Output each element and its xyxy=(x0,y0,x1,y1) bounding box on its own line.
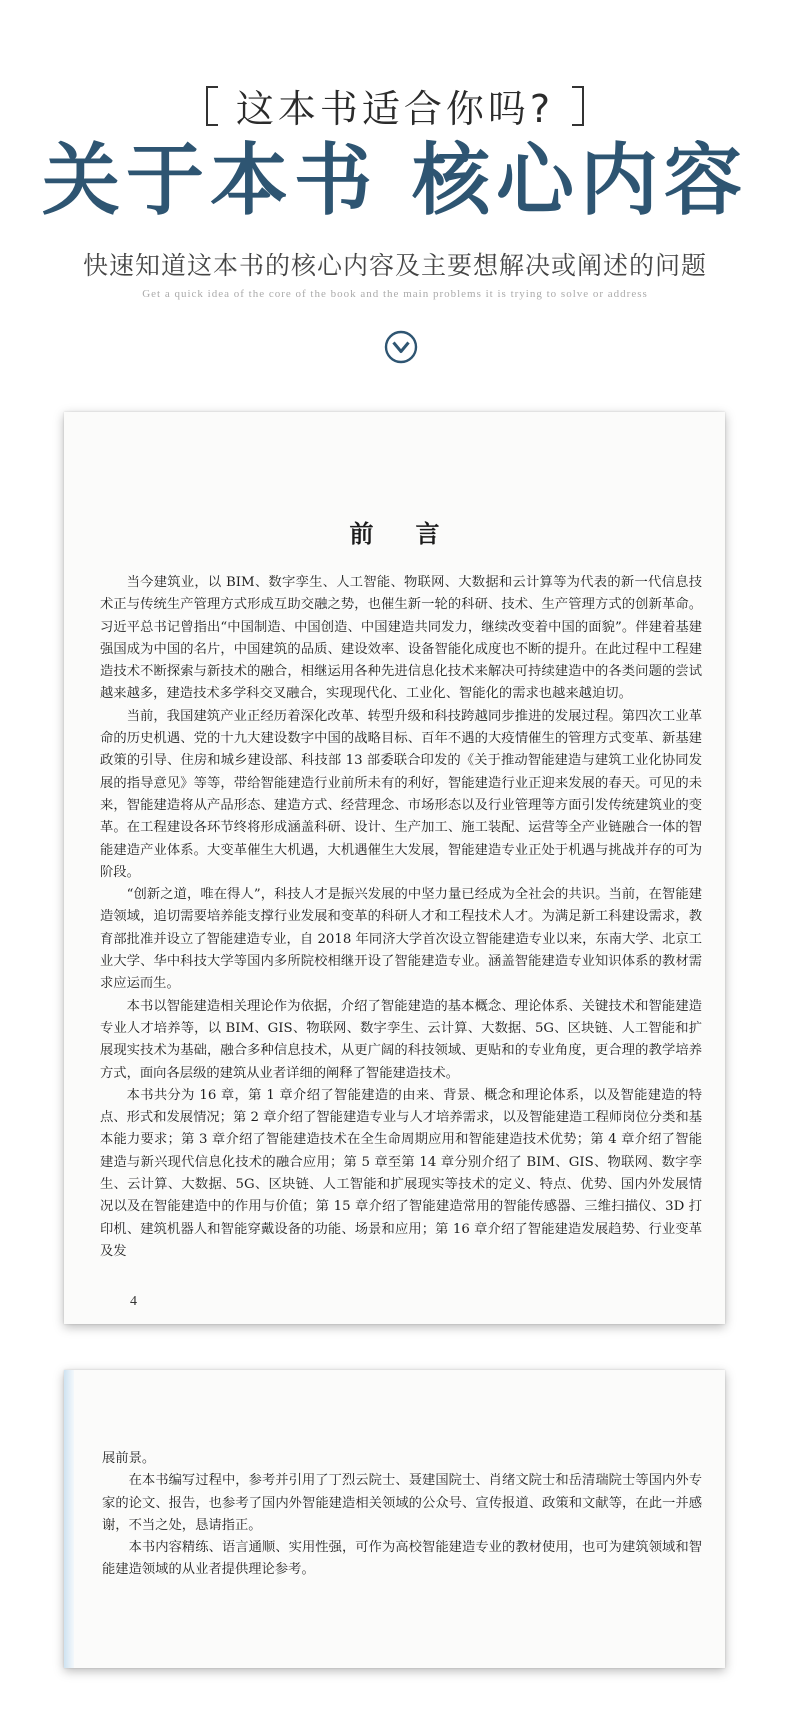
left-bracket xyxy=(206,86,218,126)
preface-body xyxy=(100,572,702,1263)
title-left: 关于本书 xyxy=(41,135,378,226)
page-number: 4 xyxy=(130,1294,137,1309)
preface-body-continued xyxy=(102,1448,702,1582)
chapter-title: 前言 xyxy=(349,519,482,548)
paragraph: 当前，我国建筑产业正经历着深化改革、转型升级和科技跨越同步推进的发展过程。第四次工业革命的历史机遇、党的十九大建设数字中国的战略目标、百年不遇的大疫情催生的管理方式变革、新基建政策的引导、住房和城乡建设部、科技部 13 部委联合印发的《关于推动智能建造与建筑工业化协同发展的指导意见》等等，带给智能建造行业前所未有的利好，智能建造行业正迎来发展的春天。可见的未来，智能建造将从产品形态、建造方式、经营理念、市场形态以及行业管理等方面引发传统建筑业的变革。在工程建设各环节终将形成涵盖科研、设计、生产加工、施工装配、运营等全产业链融合一体的智能建造产业体系。大变革催生大机遇，大机遇催生大发展，智能建造专业正处于机遇与挑战并存的可为阶段。 xyxy=(100,708,702,880)
paragraph: “创新之道，唯在得人”，科技人才是振兴发展的中坚力量已经成为全社会的共识。当前，在智能建造领域，追切需要培养能支撑行业发展和变革的科研人才和工程技术人才。为满足新工科建设需求，教育部批准并设立了智能建造专业，自 2018 年同济大学首次设立智能建造专业以来，东南大学、北京工业大学、华中科技大学等国内多所院校相继开设了智能建造专业。涵盖智能建造专业知识体系的教材需求应运而生。 xyxy=(100,887,702,992)
paragraph: 本书以智能建造相关理论作为依据，介绍了智能建造的基本概念、理论体系、关键技术和智能建造专业人才培养等，以 BIM、GIS、物联网、数字孪生、云计算、大数据、5G、区块链、人工智能和扩展现实技术为基础，融合多种信息技术，从更广阔的科技领域、更贴和的专业角度，更合理的教学培养方式，面向各层级的建筑从业者详细的阐释了智能建造技术。 xyxy=(100,998,702,1081)
book-page-1 xyxy=(64,412,725,1324)
page-title xyxy=(0,135,790,226)
page-edge-tint xyxy=(64,1370,74,1668)
kicker-text: 这本书适合你吗? xyxy=(235,87,555,131)
book-page-2 xyxy=(64,1370,725,1668)
title-right: 核心内容 xyxy=(412,135,749,226)
kicker xyxy=(0,78,790,133)
subtitle-english: Get a quick idea of the core of the book and the main problems it is trying to solve or address xyxy=(142,288,648,300)
paragraph: 本书内容精练、语言通顺、实用性强，可作为高校智能建造专业的教材使用，也可为建筑领域和智能建造领域的从业者提供理论参考。 xyxy=(102,1540,702,1578)
paragraph: 当今建筑业，以 BIM、数字孪生、人工智能、物联网、大数据和云计算等为代表的新一代信息技术正与传统生产管理方式形成互助交融之势，也催生新一轮的科研、技术、生产管理方式的创新革命。习近平总书记曾指出“中国制造、中国创造、中国建造共同发力，继续改变着中国的面貌”。伴建着基建强国成为中国的名片，中国建筑的品质、建设效率、设备智能化成度也不断的提升。在此过程中工程建造技术不断探索与新技术的融合，相继运用各种先进信息化技术来解决可持续建造中的各类问题的尝试越来越多，建造技术多学科交叉融合，实现现代化、工业化、智能化的需求也越来越迫切。 xyxy=(100,575,702,702)
paragraph-continuation: 展前景。 xyxy=(102,1451,156,1466)
paragraph: 在本书编写过程中，参考并引用了丁烈云院士、聂建国院士、肖绪文院士和岳清瑞院士等国内外专家的论文、报告，也参考了国内外智能建造相关领域的公众号、宣传报道、政策和文献等，在此一并感谢，不当之处，恳请指正。 xyxy=(102,1473,702,1533)
paragraph: 本书共分为 16 章，第 1 章介绍了智能建造的由来、背景、概念和理论体系，以及智能建造的特点、形式和发展情况；第 2 章介绍了智能建造专业与人才培养需求，以及智能建造工程师岗位分类和基本能力要求；第 3 章介绍了智能建造技术在全生命周期应用和智能建造技术优势；第 4 章介绍了智能建造与新兴现代信息化技术的融合应用；第 5 章至第 14 章分别介绍了 BIM、GIS、物联网、数字孪生、云计算、大数据、5G、区块链、人工智能和扩展现实等技术的定义、特点、优势、国内外发展情况以及在智能建造中的作用与价值；第 15 章介绍了智能建造常用的智能传感器、三维扫描仪、3D 打印机、建筑机器人和智能穿戴设备的功能、场景和应用；第 16 章介绍了智能建造发展趋势、行业变革及发 xyxy=(100,1087,702,1259)
right-bracket xyxy=(572,86,584,126)
subtitle: 快速知道这本书的核心内容及主要想解决或阐述的问题 xyxy=(82,251,707,280)
chevron-down-circle-icon xyxy=(384,330,418,364)
header-section xyxy=(0,0,790,400)
